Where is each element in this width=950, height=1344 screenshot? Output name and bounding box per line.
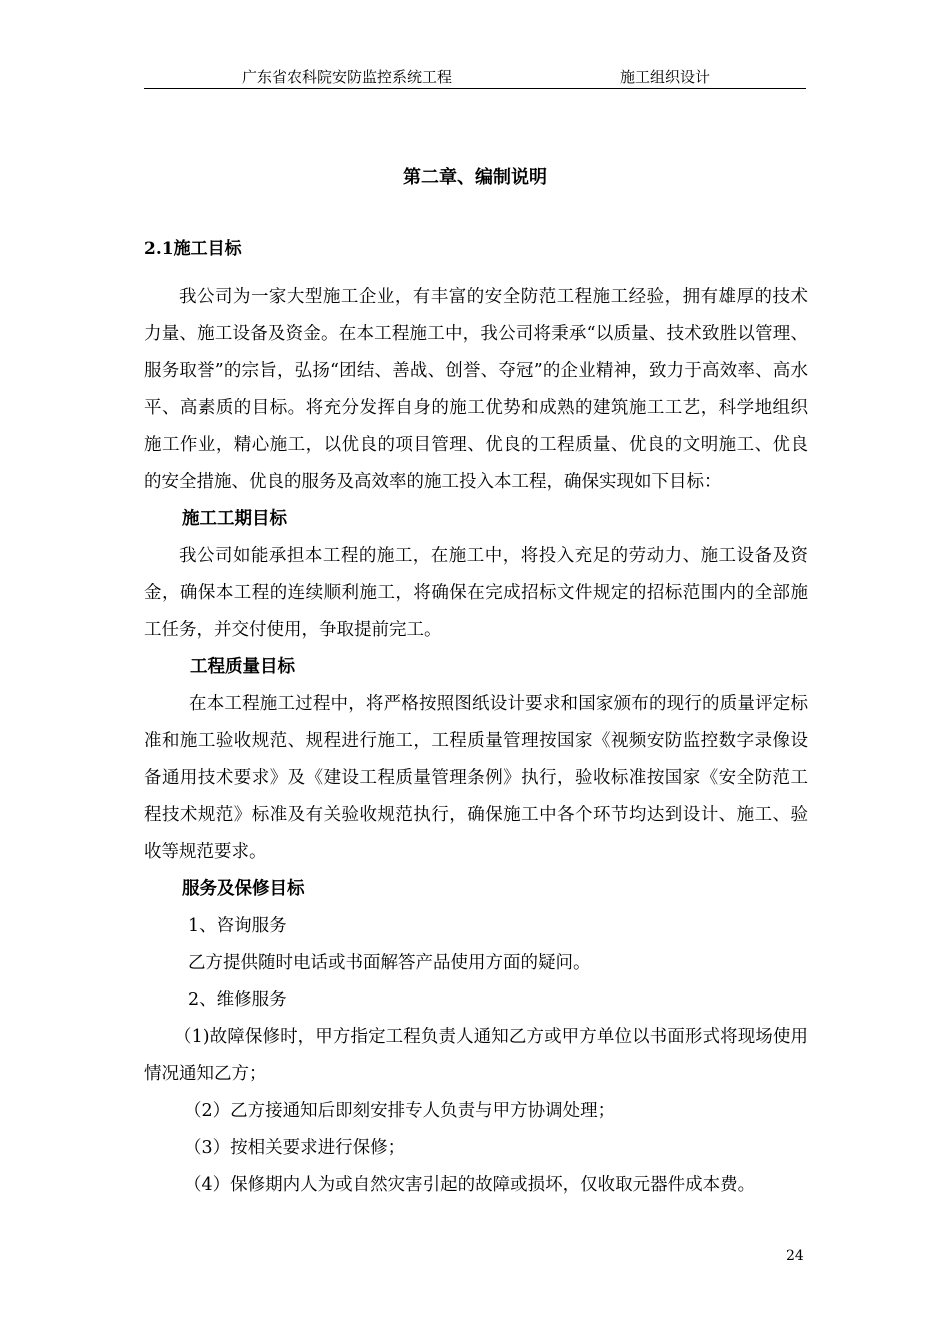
header-project-name: 广东省农科院安防监控系统工程 — [242, 68, 453, 86]
consult-text: 乙方提供随时电话或书面解答产品使用方面的疑问。 — [188, 953, 591, 973]
repair-item-4: （4）保修期内人为或自然灾害引起的故障或损坏，仅收取元器件成本费。 — [184, 1175, 756, 1195]
schedule-heading: 施工工期目标 — [182, 509, 287, 529]
document-body — [144, 279, 808, 1204]
repair-item-3: （3）按相关要求进行保修； — [184, 1138, 406, 1158]
service-heading: 服务及保修目标 — [182, 879, 305, 899]
repair-item-1: （1)故障保修时，甲方指定工程负责人通知乙方或甲方单位以书面形式将现场使用情况通知乙方； — [144, 1027, 808, 1084]
consult-title: 1、咨询服务 — [188, 916, 287, 936]
page-number: 24 — [786, 1248, 804, 1264]
intro-paragraph: 我公司为一家大型施工企业，有丰富的安全防范工程施工经验，拥有雄厚的技术力量、施工设备及资金。在本工程施工中，我公司将秉承“以质量、技术致胜以管理、服务取誉”的宗旨，弘扬“团结、善战、创誉、夺冠”的企业精神，致力于高效率、高水平、高素质的目标。将充分发挥自身的施工优势和成熟的建筑施工工艺，科学地组织施工作业，精心施工，以优良的项目管理、优良的工程质量、优良的文明施工、优良的安全措施、优良的服务及高效率的施工投入本工程，确保实现如下目标： — [144, 287, 808, 492]
header-document-type: 施工组织设计 — [620, 68, 711, 86]
schedule-paragraph: 我公司如能承担本工程的施工，在施工中，将投入充足的劳动力、施工设备及资金，确保本工程的连续顺利施工，将确保在完成招标文件规定的招标范围内的全部施工任务，并交付使用，争取提前完工。 — [144, 546, 808, 640]
section-title: 2.1施工目标 — [144, 239, 242, 259]
quality-heading: 工程质量目标 — [190, 657, 295, 677]
repair-item-2: （2）乙方接通知后即刻安排专人负责与甲方协调处理； — [184, 1101, 616, 1121]
page-header — [144, 62, 806, 89]
chapter-title: 第二章、编制说明 — [403, 167, 547, 188]
repair-title: 2、维修服务 — [188, 990, 287, 1010]
quality-paragraph: 在本工程施工过程中，将严格按照图纸设计要求和国家颁布的现行的质量评定标准和施工验收规范、规程进行施工，工程质量管理按国家《视频安防监控数字录像设备通用技术要求》及《建设工程质量管理条例》执行，验收标准按国家《安全防范工程技术规范》标准及有关验收规范执行，确保施工中各个环节均达到设计、施工、验收等规范要求。 — [144, 694, 808, 862]
